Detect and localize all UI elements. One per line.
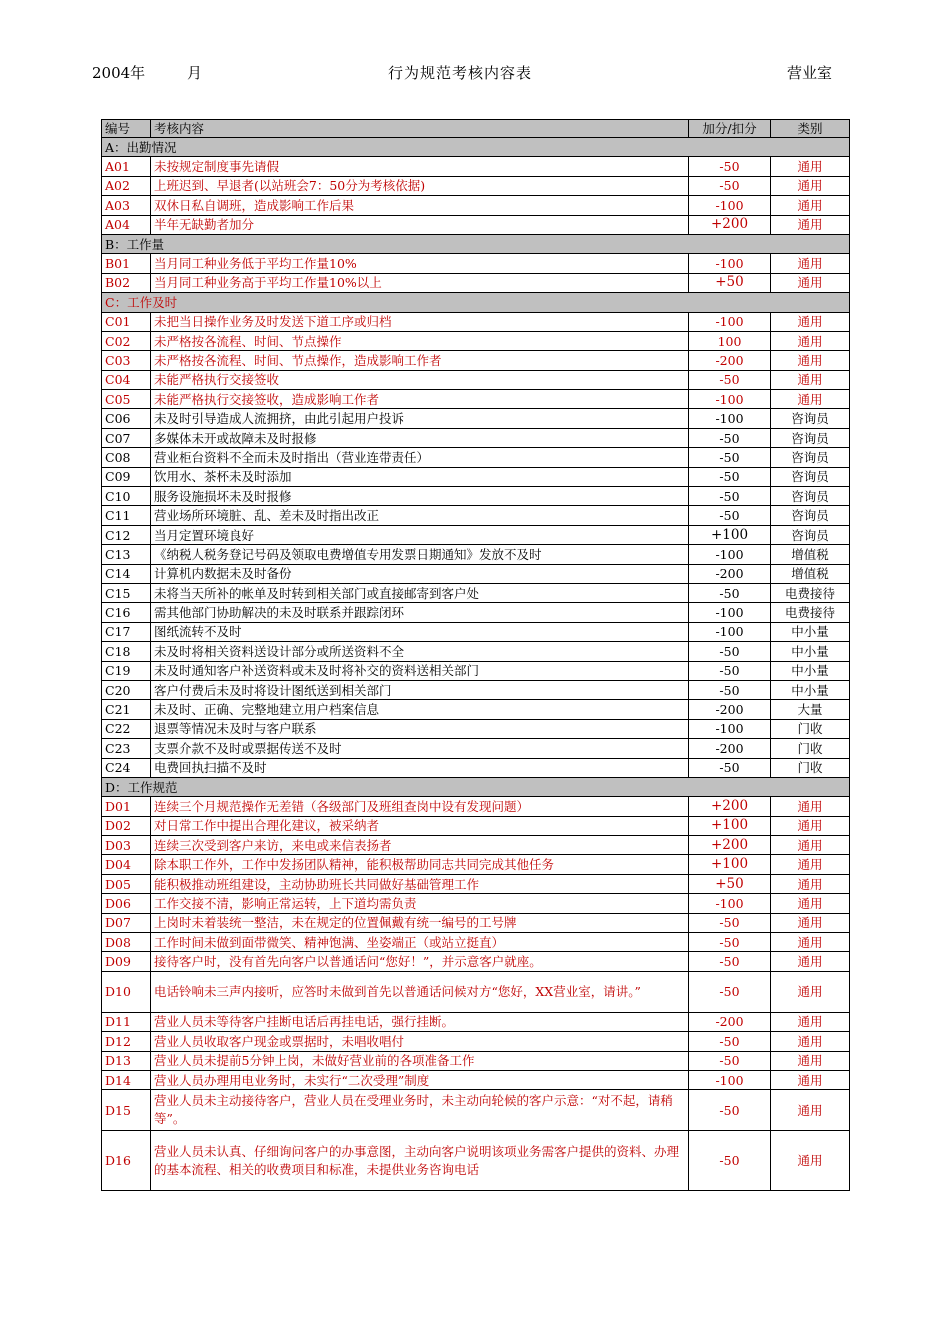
row-score: -100	[689, 545, 771, 564]
row-content: 未及时、正确、完整地建立用户档案信息	[151, 700, 689, 719]
row-id: C13	[102, 545, 151, 564]
row-category: 通用	[771, 176, 850, 195]
row-category: 通用	[771, 1070, 850, 1089]
table-row	[102, 739, 850, 758]
row-id: D16	[102, 1131, 151, 1191]
row-score: -50	[689, 1032, 771, 1051]
row-category: 通用	[771, 836, 850, 855]
row-id: C10	[102, 487, 151, 506]
row-category: 通用	[771, 971, 850, 1012]
row-score: -50	[689, 583, 771, 602]
row-content: 工作交接不清，影响正常运转，上下道均需负责	[151, 894, 689, 913]
row-category: 通用	[771, 1131, 850, 1191]
assessment-table	[101, 119, 850, 1191]
row-id: C24	[102, 758, 151, 777]
table-row	[102, 816, 850, 835]
row-category: 通用	[771, 797, 850, 816]
row-score: -200	[689, 351, 771, 370]
row-content: 未把当日操作业务及时发送下道工序或归档	[151, 312, 689, 331]
section-row	[102, 138, 850, 157]
row-id: C19	[102, 661, 151, 680]
row-category: 咨询员	[771, 487, 850, 506]
row-id: D14	[102, 1070, 151, 1089]
row-score: -200	[689, 700, 771, 719]
row-score: -100	[689, 390, 771, 409]
table-row	[102, 370, 850, 389]
row-id: A03	[102, 196, 151, 215]
row-score: -50	[689, 428, 771, 447]
row-content: 未能严格执行交接签收	[151, 370, 689, 389]
row-content: 未按规定制度事先请假	[151, 157, 689, 176]
row-score: -50	[689, 1090, 771, 1131]
row-category: 通用	[771, 157, 850, 176]
row-score: -200	[689, 739, 771, 758]
header-office: 营业室	[787, 64, 833, 82]
table-row	[102, 1051, 850, 1070]
row-score: -50	[689, 506, 771, 525]
row-content: 支票介款不及时或票据传送不及时	[151, 739, 689, 758]
table-row	[102, 797, 850, 816]
row-score: +200	[689, 215, 771, 234]
table-row	[102, 874, 850, 893]
row-category: 通用	[771, 1090, 850, 1131]
table-header-row	[102, 120, 850, 138]
table-row	[102, 467, 850, 486]
row-score: -200	[689, 1012, 771, 1031]
table-row	[102, 545, 850, 564]
row-content: 未严格按各流程、时间、节点操作	[151, 331, 689, 350]
row-content: 营业人员办理用电业务时，未实行“二次受理”制度	[151, 1070, 689, 1089]
row-content: 营业人员未认真、仔细询问客户的办事意图，主动向客户说明该项业务需客户提供的资料、办理的基本流程、相关的收费项目和标准，未提供业务咨询电话	[151, 1131, 689, 1191]
row-id: D03	[102, 836, 151, 855]
row-score: +50	[689, 874, 771, 893]
row-id: C21	[102, 700, 151, 719]
row-id: C23	[102, 739, 151, 758]
row-content: 饮用水、茶杯未及时添加	[151, 467, 689, 486]
row-id: B01	[102, 254, 151, 273]
table-row	[102, 331, 850, 350]
row-content: 图纸流转不及时	[151, 622, 689, 641]
table-row	[102, 157, 850, 176]
table-row	[102, 933, 850, 952]
row-score: -50	[689, 1051, 771, 1070]
row-category: 咨询员	[771, 467, 850, 486]
row-score: -50	[689, 157, 771, 176]
row-category: 中小量	[771, 680, 850, 699]
row-category: 门收	[771, 758, 850, 777]
table-row	[102, 176, 850, 195]
section-row	[102, 293, 850, 312]
row-content: 服务设施损坏未及时报修	[151, 487, 689, 506]
row-content: 多媒体未开或故障未及时报修	[151, 428, 689, 447]
row-score: -50	[689, 467, 771, 486]
row-id: C04	[102, 370, 151, 389]
table-row	[102, 1090, 850, 1131]
row-content: 营业场所环境脏、乱、差未及时指出改正	[151, 506, 689, 525]
row-content: 未能严格执行交接签收，造成影响工作者	[151, 390, 689, 409]
table-row	[102, 409, 850, 428]
row-score: -50	[689, 680, 771, 699]
row-id: C22	[102, 719, 151, 738]
table-row	[102, 583, 850, 602]
section-title: B：工作量	[102, 234, 850, 253]
row-content: 营业人员未提前5分钟上岗，未做好营业前的各项准备工作	[151, 1051, 689, 1070]
row-score: +200	[689, 797, 771, 816]
row-score: -50	[689, 176, 771, 195]
row-id: C08	[102, 448, 151, 467]
row-category: 通用	[771, 894, 850, 913]
table-row	[102, 758, 850, 777]
row-id: C06	[102, 409, 151, 428]
column-header-category: 类别	[771, 120, 850, 138]
row-score: -50	[689, 952, 771, 971]
row-id: D09	[102, 952, 151, 971]
table-row	[102, 428, 850, 447]
row-id: C17	[102, 622, 151, 641]
page-title: 行为规范考核内容表	[388, 64, 533, 82]
row-content: 当月定置环境良好	[151, 525, 689, 544]
row-content: 能积极推动班组建设，主动协助班长共同做好基础管理工作	[151, 874, 689, 893]
row-content: 上班迟到、早退者(以站班会7：50分为考核依据)	[151, 176, 689, 195]
section-title: C：工作及时	[102, 293, 850, 312]
row-content: 工作时间未做到面带微笑、精神饱满、坐姿端正（或站立挺直）	[151, 933, 689, 952]
row-id: C09	[102, 467, 151, 486]
row-content: 计算机内数据未及时备份	[151, 564, 689, 583]
section-row	[102, 234, 850, 253]
header-year: 2004年	[92, 64, 146, 82]
table-row	[102, 952, 850, 971]
row-category: 中小量	[771, 661, 850, 680]
row-id: D15	[102, 1090, 151, 1131]
row-score: -50	[689, 1131, 771, 1191]
table-row	[102, 622, 850, 641]
row-id: A02	[102, 176, 151, 195]
table-row	[102, 1032, 850, 1051]
row-score: -50	[689, 913, 771, 932]
row-id: C07	[102, 428, 151, 447]
row-score: +100	[689, 855, 771, 874]
row-content: 营业人员未等待客户挂断电话后再挂电话，强行挂断。	[151, 1012, 689, 1031]
row-id: D06	[102, 894, 151, 913]
row-content: 未将当天所补的帐单及时转到相关部门或直接邮寄到客户处	[151, 583, 689, 602]
table-row	[102, 642, 850, 661]
row-category: 中小量	[771, 622, 850, 641]
row-score: -100	[689, 409, 771, 428]
row-category: 通用	[771, 312, 850, 331]
row-content: 营业柜台资料不全而未及时指出（营业连带责任）	[151, 448, 689, 467]
row-score: -50	[689, 758, 771, 777]
row-category: 大量	[771, 700, 850, 719]
row-category: 通用	[771, 913, 850, 932]
row-category: 增值税	[771, 545, 850, 564]
table-row	[102, 971, 850, 1012]
row-content: 当月同工种业务高于平均工作量10%以上	[151, 273, 689, 292]
row-content: 双休日私自调班，造成影响工作后果	[151, 196, 689, 215]
table-row	[102, 680, 850, 699]
table-row	[102, 487, 850, 506]
row-id: C15	[102, 583, 151, 602]
row-content: 未及时将相关资料送设计部分或所送资料不全	[151, 642, 689, 661]
row-score: 100	[689, 331, 771, 350]
section-row	[102, 777, 850, 796]
row-content: 当月同工种业务低于平均工作量10%	[151, 254, 689, 273]
table-row	[102, 448, 850, 467]
table-row	[102, 1070, 850, 1089]
row-category: 通用	[771, 273, 850, 292]
row-score: -100	[689, 603, 771, 622]
row-category: 增值税	[771, 564, 850, 583]
table-row	[102, 836, 850, 855]
table-row	[102, 390, 850, 409]
table-row	[102, 506, 850, 525]
column-header-id: 编号	[102, 120, 151, 138]
row-content: 连续三个月规范操作无差错（各级部门及班组查岗中设有发现问题）	[151, 797, 689, 816]
row-category: 通用	[771, 933, 850, 952]
row-category: 通用	[771, 855, 850, 874]
row-id: C02	[102, 331, 151, 350]
row-id: D12	[102, 1032, 151, 1051]
row-content: 未及时通知客户补送资料或未及时将补交的资料送相关部门	[151, 661, 689, 680]
row-category: 电费接待	[771, 583, 850, 602]
table-row	[102, 254, 850, 273]
row-category: 通用	[771, 196, 850, 215]
row-id: D04	[102, 855, 151, 874]
row-content: 半年无缺勤者加分	[151, 215, 689, 234]
row-category: 中小量	[771, 642, 850, 661]
row-content: 需其他部门协助解决的未及时联系并跟踪闭环	[151, 603, 689, 622]
row-score: -50	[689, 933, 771, 952]
row-score: -100	[689, 1070, 771, 1089]
row-category: 通用	[771, 390, 850, 409]
row-content: 营业人员未主动接待客户，营业人员在受理业务时，未主动向轮候的客户示意：“对不起，请稍等”。	[151, 1090, 689, 1131]
row-content: 《纳税人税务登记号码及领取电费增值专用发票日期通知》发放不及时	[151, 545, 689, 564]
row-id: C18	[102, 642, 151, 661]
table-row	[102, 913, 850, 932]
table-row	[102, 1012, 850, 1031]
row-category: 通用	[771, 370, 850, 389]
table-body	[102, 138, 850, 1191]
row-category: 通用	[771, 1012, 850, 1031]
row-id: C01	[102, 312, 151, 331]
row-id: D08	[102, 933, 151, 952]
row-content: 连续三次受到客户来访，来电或来信表扬者	[151, 836, 689, 855]
table-row	[102, 351, 850, 370]
row-score: -50	[689, 487, 771, 506]
row-id: D07	[102, 913, 151, 932]
row-content: 未及时引导造成人流拥挤，由此引起用户投诉	[151, 409, 689, 428]
row-id: C03	[102, 351, 151, 370]
row-score: -200	[689, 564, 771, 583]
row-category: 咨询员	[771, 409, 850, 428]
row-category: 通用	[771, 254, 850, 273]
table-row	[102, 719, 850, 738]
row-category: 通用	[771, 1051, 850, 1070]
row-category: 咨询员	[771, 525, 850, 544]
row-category: 电费接待	[771, 603, 850, 622]
table-row	[102, 700, 850, 719]
table-row	[102, 196, 850, 215]
row-category: 咨询员	[771, 448, 850, 467]
row-score: -50	[689, 370, 771, 389]
row-content: 除本职工作外，工作中发扬团队精神，能积极帮助同志共同完成其他任务	[151, 855, 689, 874]
header-month: 月	[187, 64, 203, 82]
row-id: C12	[102, 525, 151, 544]
row-content: 接待客户时，没有首先向客户以普通话问“您好！”，并示意客户就座。	[151, 952, 689, 971]
row-id: D10	[102, 971, 151, 1012]
row-category: 咨询员	[771, 506, 850, 525]
column-header-score: 加分/扣分	[689, 120, 771, 138]
row-content: 电费回执扫描不及时	[151, 758, 689, 777]
row-score: -50	[689, 971, 771, 1012]
table-row	[102, 894, 850, 913]
row-content: 电话铃响未三声内接听，应答时未做到首先以普通话问候对方“您好，XX营业室，请讲。”	[151, 971, 689, 1012]
row-content: 退票等情况未及时与客户联系	[151, 719, 689, 738]
row-content: 客户付费后未及时将设计图纸送到相关部门	[151, 680, 689, 699]
row-score: +100	[689, 525, 771, 544]
table-row	[102, 661, 850, 680]
table-row	[102, 215, 850, 234]
section-title: A：出勤情况	[102, 138, 850, 157]
table-row	[102, 855, 850, 874]
row-content: 对日常工作中提出合理化建议，被采纳者	[151, 816, 689, 835]
row-id: A04	[102, 215, 151, 234]
table-row	[102, 525, 850, 544]
row-score: -100	[689, 719, 771, 738]
row-score: -50	[689, 448, 771, 467]
row-score: +50	[689, 273, 771, 292]
row-id: D11	[102, 1012, 151, 1031]
row-category: 通用	[771, 816, 850, 835]
row-content: 未严格按各流程、时间、节点操作，造成影响工作者	[151, 351, 689, 370]
row-id: C14	[102, 564, 151, 583]
row-score: +200	[689, 836, 771, 855]
row-score: -100	[689, 894, 771, 913]
row-category: 通用	[771, 874, 850, 893]
row-score: -100	[689, 196, 771, 215]
row-id: A01	[102, 157, 151, 176]
row-category: 咨询员	[771, 428, 850, 447]
row-id: D13	[102, 1051, 151, 1070]
row-id: C20	[102, 680, 151, 699]
table-row	[102, 603, 850, 622]
row-id: B02	[102, 273, 151, 292]
table-row	[102, 1131, 850, 1191]
row-id: C05	[102, 390, 151, 409]
row-content: 营业人员收取客户现金或票据时，未唱收唱付	[151, 1032, 689, 1051]
row-score: -50	[689, 661, 771, 680]
row-id: D05	[102, 874, 151, 893]
row-category: 门收	[771, 719, 850, 738]
row-category: 通用	[771, 215, 850, 234]
table-row	[102, 312, 850, 331]
row-id: C16	[102, 603, 151, 622]
row-score: -100	[689, 622, 771, 641]
row-category: 通用	[771, 952, 850, 971]
row-id: C11	[102, 506, 151, 525]
section-title: D：工作规范	[102, 777, 850, 796]
row-content: 上岗时未着装统一整洁，未在规定的位置佩戴有统一编号的工号牌	[151, 913, 689, 932]
row-category: 通用	[771, 1032, 850, 1051]
row-score: -50	[689, 642, 771, 661]
table-row	[102, 564, 850, 583]
row-id: D01	[102, 797, 151, 816]
row-category: 通用	[771, 351, 850, 370]
row-category: 通用	[771, 331, 850, 350]
column-header-content: 考核内容	[151, 120, 689, 138]
row-score: -100	[689, 254, 771, 273]
row-id: D02	[102, 816, 151, 835]
row-score: -100	[689, 312, 771, 331]
table-row	[102, 273, 850, 292]
row-category: 门收	[771, 739, 850, 758]
row-score: +100	[689, 816, 771, 835]
